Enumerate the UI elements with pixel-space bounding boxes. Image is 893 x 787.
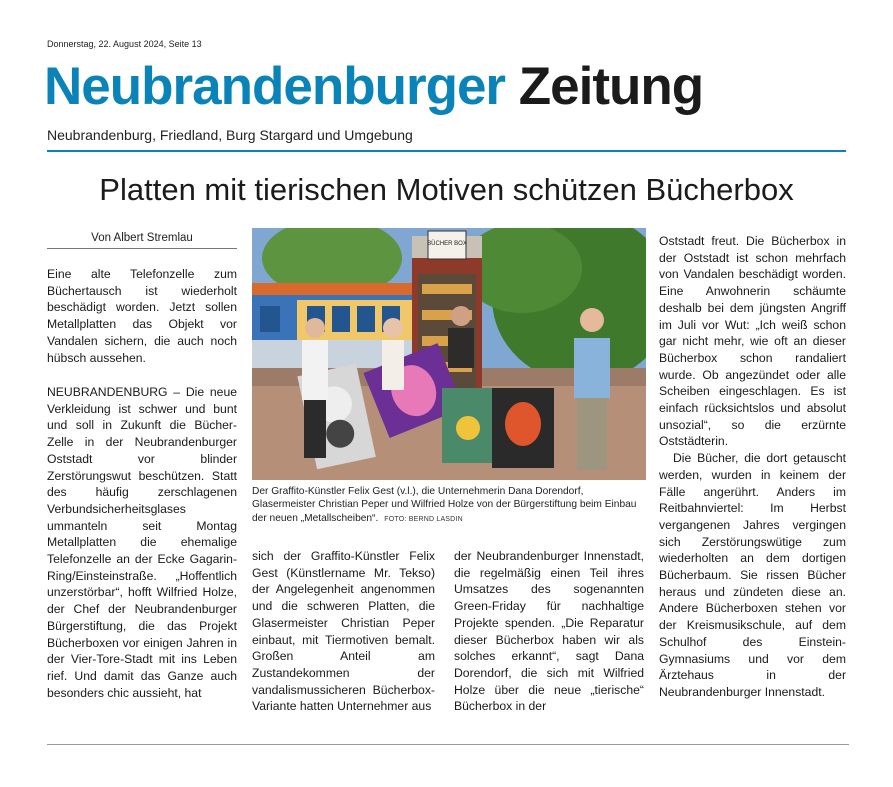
footer-divider	[47, 744, 849, 745]
photo-caption	[252, 485, 646, 526]
masthead-part2: Zeitung	[518, 57, 704, 116]
dateline: Donnerstag, 22. August 2024, Seite 13	[47, 39, 202, 49]
masthead	[44, 53, 854, 121]
masthead-part1: Neubrandenburger	[44, 57, 506, 116]
caption-text: Der Graffito-Künstler Felix Gest (v.l.), die Unternehmerin Dana Dorendorf, Glasermeister Christian Peper und Wilfried Holze von der Bürgerstiftung beim Einbau der neuen „Metallscheiben“.	[252, 486, 637, 524]
byline: Von Albert Stremlau	[47, 232, 237, 249]
photo-credit: FOTO: BERND LASDIN	[384, 515, 463, 523]
box-sign: BÜCHER BOX	[427, 241, 467, 247]
article-lead: Eine alte Telefonzelle zum Büchertausch ist wiederholt beschädigt worden. Jetzt sollen Metallplatten das Objekt vor Vandalen sichern, die auch noch hübsch aussehen.	[47, 267, 237, 365]
header-divider	[47, 150, 846, 152]
region-line: Neubrandenburg, Friedland, Burg Stargard und Umgebung	[47, 127, 413, 143]
article-column-2: sich der Graffito-Künstler Felix Gest (Künstlername Mr. Tekso) der Angelegenheit angenommen und die schweren Platten, die Glasermeister Christian Peper einbaut, mit Tiermotiven bemalt. Großen Anteil am Zustandekommen der vandalismussicheren Bücherbox-Variante hatten Unternehmer aus	[252, 549, 435, 714]
article-column-4: Oststadt freut. Die Bücherbox in der Oststadt ist schon mehrfach von Vandalen beschädigt worden. Eine Anwohnerin schäumte deshalb bei dem jüngsten Angriff im Juli vor Wut: „Ich weiß schon gar nicht mehr, wie oft an dieser Bücherbox schon randaliert wurde. Ob angezündet oder alle Scheiben eingeschlagen. Es ist einfach rücksichtslos und absolut unsozial“, so die erzürnte Oststädterin. Die Bücher, die dort getauscht werden, wurden in keinem der Fälle angerührt. Anders im Reitbahnviertel: Im Herbst vergangenen Jahres vergingen sich Zerstörungswütige zum wiederholten an dem dortigen Bücherbaum. Sie rissen Bücher heraus und zündeten diese an. Andere Bücherboxen stehen vor der Kreismusikschule, auf dem Schulhof des Einstein-Gymnasiums und vor dem Ärztehaus in der Neubrandenburger Innenstadt.	[659, 234, 846, 699]
article-column-1: NEUBRANDENBURG – Die neue Verkleidung ist schwer und bunt und soll in Zukunft die Bücher-Zelle in der Neubrandenburger Oststadt vor blinder Zerstörungswut beschützen. Statt des häufig zerschlagenen Verbundsicherheitsglases ummanteln seit Montag Metallplatten die ehemalige Telefonzelle an der Ecke Gagarin-Ring/Einsteinstraße. „Hoffentlich unzerstörbar“, hofft Wilfried Holze, der Chef der Neubrandenburger Bürgerstiftung, die das Projekt Bücherboxen vor einigen Jahren in der Vier-Tore-Stadt mit ins Leben rief. Und damit das Ganze auch besonders chic aussieht, hat	[47, 385, 237, 700]
article-photo	[252, 228, 646, 480]
article-headline: Platten mit tierischen Motiven schützen Bücherbox	[99, 172, 794, 207]
article-column-3: der Neubrandenburger Innenstadt, die regelmäßig einen Teil ihres Umsatzes des sogenannten Green-Friday für nachhaltige Projekte spenden. „Die Reparatur dieser Bücherbox haben wir als solches erkannt“, sagt Dana Dorendorf, die sich mit Wilfried Holze über die neue „tierische“ Bücherbox in der	[454, 549, 644, 714]
